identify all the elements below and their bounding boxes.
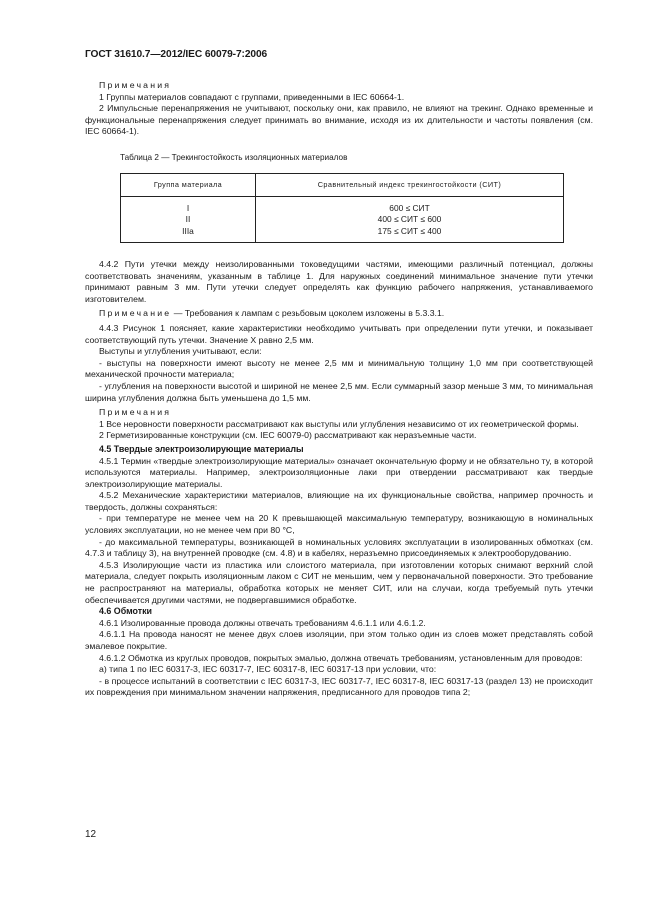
- para-4-5-3: 4.5.3 Изолирующие части из пластика или слоистого материала, при изготовлении которых снимают верхний слой материала, следует покрыть изоляционным лаком с СИТ не меньшим, чем у первоначальной поверхности. Это требование не распространяют на материалы, обработка которых не меняет СИТ, или на случаи, когда требуемый путь утечки обеспечивается другими частями, не подвергавшимися обработке.: [85, 559, 593, 605]
- top-notes: [85, 80, 593, 138]
- table-header-rule: [121, 196, 563, 197]
- table-cell: IIIa: [182, 225, 194, 236]
- note-1: 1 Группы материалов совпадают с группами, приведенными в IEC 60664-1.: [99, 91, 405, 102]
- para-4-6-1-2: 4.6.1.2 Обмотка из круглых проводов, покрытых эмалью, должна отвечать требованиям, установленным для проводов:: [99, 652, 583, 663]
- para-4-6-1-1: 4.6.1.1 На провода наносят не менее двух слоев изоляции, при этом только один из слоев может представлять собой эмалевое покрытие.: [85, 629, 593, 651]
- heading-4-6: 4.6 Обмотки: [99, 606, 152, 617]
- para-4-4-3d: - углубления на поверхности высотой и шириной не менее 2,5 мм. Если суммарный зазор меньше 3 мм, то минимальная ширина углубления должна быть уменьшена до 1,5 мм.: [85, 380, 593, 403]
- page-header: ГОСТ 31610.7—2012/IEC 60079-7:2006: [85, 49, 268, 60]
- notes-title: Примечания: [99, 80, 172, 90]
- tracking-table: [120, 173, 564, 243]
- para-4-6-1-2a: а) типа 1 по IEC 60317-3, IEC 60317-7, IEC 60317-8, IEC 60317-13 при условии, что:: [99, 664, 437, 675]
- note-label: Примечание: [99, 308, 172, 319]
- table-cell: I: [186, 203, 190, 213]
- para-4-5-1: 4.5.1 Термин «твердые электроизолирующие материалы» означает окончательную форму и не обязательно ту, в которой используются материалы. Например, электроизоляционные лаки при отвердении рассматривают как твердые электроизолирующие материалы.: [85, 455, 593, 489]
- para-4-6-1-2b: - в процессе испытаний в соответствии с IEC 60317-3, IEC 60317-7, IEC 60317-8, IEC 60317-13 (раздел 13) не происходит их повреждения при минимальном значении напряжения, предписанного для проводов типа 2;: [85, 675, 593, 698]
- table-col-group: [121, 203, 255, 237]
- page-number: 12: [85, 829, 97, 840]
- para-4-5-2b: - при температуре не менее чем на 20 К превышающей максимальную температуру, возникающую в номинальных условиях эксплуатации, но не менее чем при 80 °С,: [85, 513, 593, 536]
- note-text: — Требования к лампам с резьбовым цоколем изложены в 5.3.3.1.: [171, 308, 445, 319]
- table-col-cti: [256, 203, 563, 237]
- table-cell: 600 ≤ СИТ: [389, 203, 430, 213]
- table-header-group: Группа материала: [153, 180, 223, 189]
- para-4-4-3b: Выступы и углубления учитывают, если:: [99, 346, 262, 357]
- para-4-4-3c: - выступы на поверхности имеют высоту не менее 2,5 мм и минимальную толщину 1,0 мм при соответствующей механической прочности материала;: [85, 357, 593, 380]
- para-4-4-3: 4.4.3 Рисунок 1 поясняет, какие характеристики необходимо учитывать при определении пути утечки, и показывает соответствующий путь утечки. Значение X равно 2,5 мм.: [85, 322, 593, 345]
- notes-title: Примечания: [99, 407, 172, 418]
- table-cell: 175 ≤ СИТ ≤ 400: [377, 225, 442, 236]
- para-4-5-2c: - до максимальной температуры, возникающей в номинальных условиях эксплуатации в изолированных обмотках (см. 4.7.3 и таблицу 3), на внутренней проводке (см. 4.8) и в кабелях, неразъемно присоединяемых к электрооборудованию.: [85, 536, 593, 559]
- table-header-cti: Сравнительный индекс трекингостойкости (СИТ): [317, 180, 502, 189]
- note-1: 1 Все неровности поверхности рассматривают как выступы или углубления независимо от их геометрической формы.: [99, 418, 579, 429]
- para-4-6-1: 4.6.1 Изолированные провода должны отвечать требованиям 4.6.1.1 или 4.6.1.2.: [99, 617, 426, 628]
- table-caption: Таблица 2 — Трекингостойкость изоляционных материалов: [120, 153, 348, 162]
- para-4-4-2: 4.4.2 Пути утечки между неизолированными токоведущими частями, имеющими различный потенциал, должны соответствовать значениям, указанным в таблице 1. Для наружных соединений минимальное значение пути утечки принимают равным 3 мм. Пути утечки следует определять как функцию рабочего напряжения, устанавливаемого изготовителем.: [85, 259, 593, 304]
- note-2: 2 Герметизированные конструкции (см. IEC 60079-0) рассматривают как неразъемные части.: [99, 430, 477, 441]
- table-cell: II: [185, 214, 191, 225]
- note-4-4-2: [85, 308, 593, 320]
- note-2: 2 Импульсные перенапряжения не учитывают, поскольку они, как правило, не влияют на трекинг. Однако временные и функциональные перенапряжения следует принимать во внимание, исходя из их длительности и частоты появления (см. IEC 60664-1).: [85, 103, 593, 137]
- table-cell: 400 ≤ СИТ ≤ 600: [377, 214, 442, 225]
- heading-4-5: 4.5 Твердые электроизолирующие материалы: [99, 443, 304, 454]
- body-text: [85, 259, 593, 699]
- para-4-5-2: 4.5.2 Механические характеристики материалов, влияющие на их функциональные свойства, например прочность и твердость, должны сохраняться:: [85, 490, 593, 512]
